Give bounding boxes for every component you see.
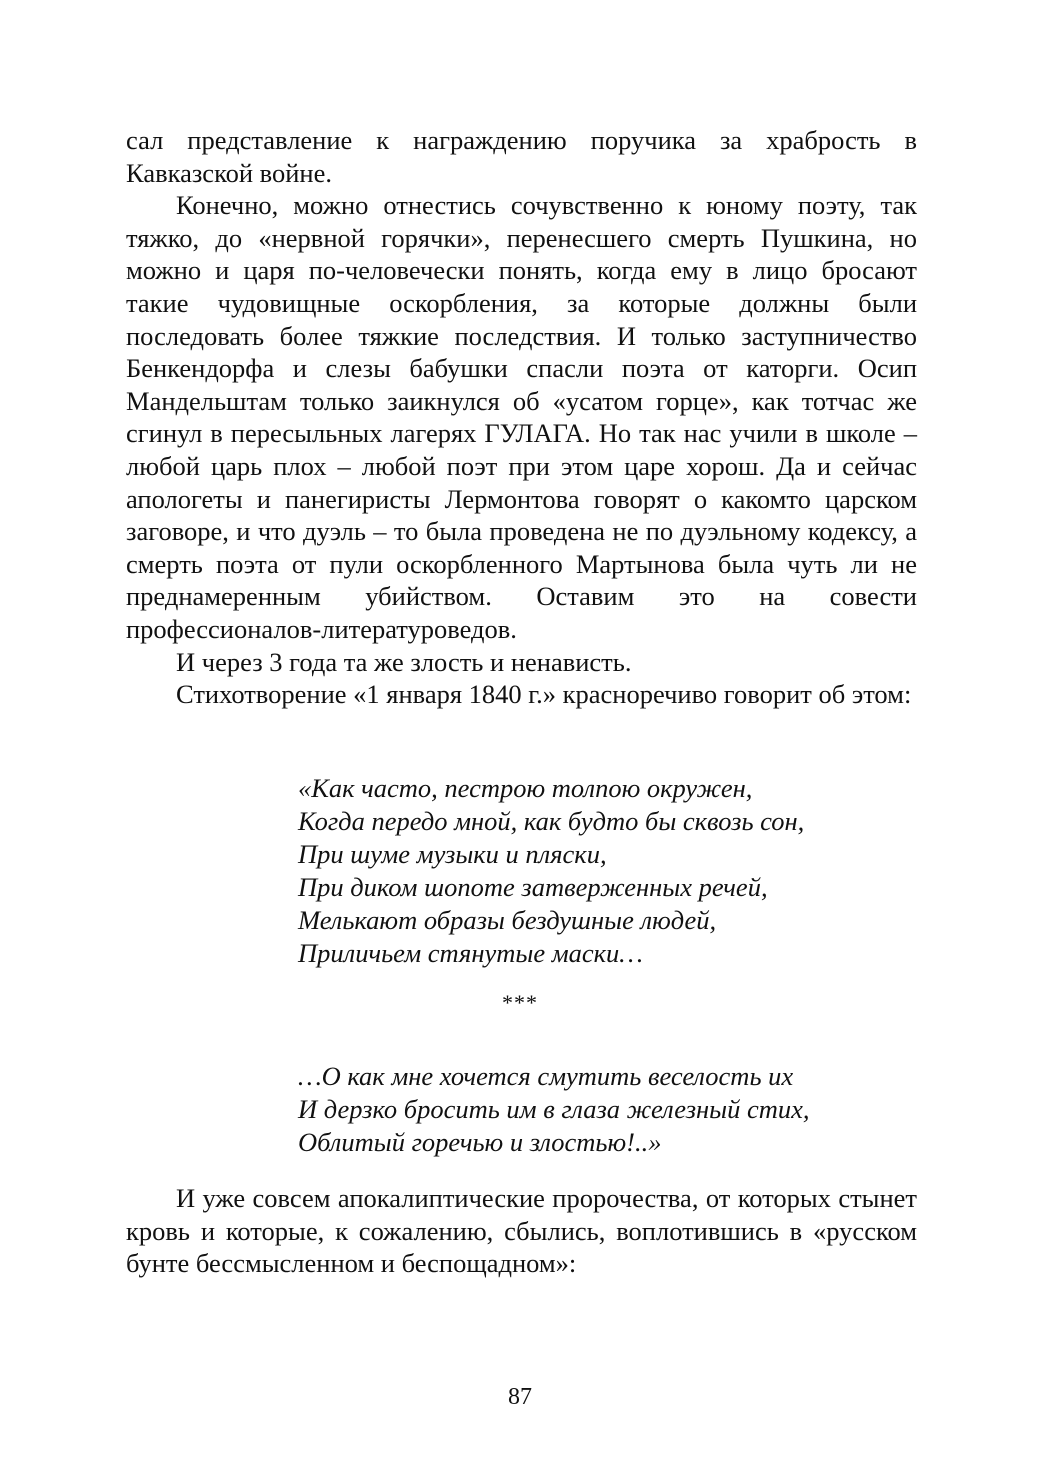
verse-stanza-1 (298, 772, 918, 970)
verse-stanza-2 (298, 1060, 918, 1159)
verse-line: Мелькают образы бездушные людей, (298, 905, 717, 935)
verse-line: …О как мне хочется смутить веселость их (298, 1061, 794, 1091)
verse-line: И дерзко бросить им в глаза железный стих, (298, 1094, 810, 1124)
main-text-block (126, 124, 917, 711)
verse-line: При диком шопоте затверженных речей, (298, 872, 768, 902)
verse-line: Приличьем стянутые маски… (298, 938, 643, 968)
stanza-divider: *** (502, 990, 538, 1015)
paragraph-closing: И уже совсем апокалиптические пророчества, от которых стынет кровь и которые, к сожалению, сбылись, воплотившись в «русском бунте бессмысленном и беспощадном»: (126, 1183, 917, 1279)
paragraph-main: Конечно, можно отнестись сочувственно к юному поэту, так тяжко, до «нервной горячки», перенесшего смерть Пушкина, но можно и царя по-человечески понять, когда ему в лицо бросают такие чудовищные оскорбления, за которые должны были последовать более тяжкие последствия. И только заступничество Бенкендорфа и слезы бабушки спасли поэта от каторги. Осип Мандельштам только заикнулся об «усатом горце», как тотчас же сгинул в пересыльных лагерях ГУЛАГА. Но так нас учили в школе – любой царь плох – любой поэт при этом царе хорош. Да и сейчас апологеты и панегиристы Лермонтова говорят о какомто царском заговоре, и что дуэль – то была проведена не по дуэльному кодексу, а смерть поэта от пули оскорбленного Мартынова была чуть ли не преднамеренным убийством. Оставим это на совести профессионалов-литературоведов. (126, 190, 917, 644)
verse-line: «Как часто, пестрою толпою окружен, (298, 773, 753, 803)
page-number: 87 (508, 1384, 532, 1410)
verse-line: Облитый горечью и злостью!..» (298, 1127, 662, 1157)
paragraph-continuation: сал представление к награждению поручика за храбрость в Кавказской войне. (126, 125, 917, 188)
paragraph-short: И через 3 года та же злость и ненависть. (176, 646, 632, 677)
paragraph-intro-verse: Стихотворение «1 января 1840 г.» красноречиво говорит об этом: (176, 679, 912, 710)
verse-line: При шуме музыки и пляски, (298, 839, 607, 869)
closing-text-block (126, 1182, 917, 1280)
verse-line: Когда передо мной, как будто бы сквозь сон, (298, 806, 805, 836)
